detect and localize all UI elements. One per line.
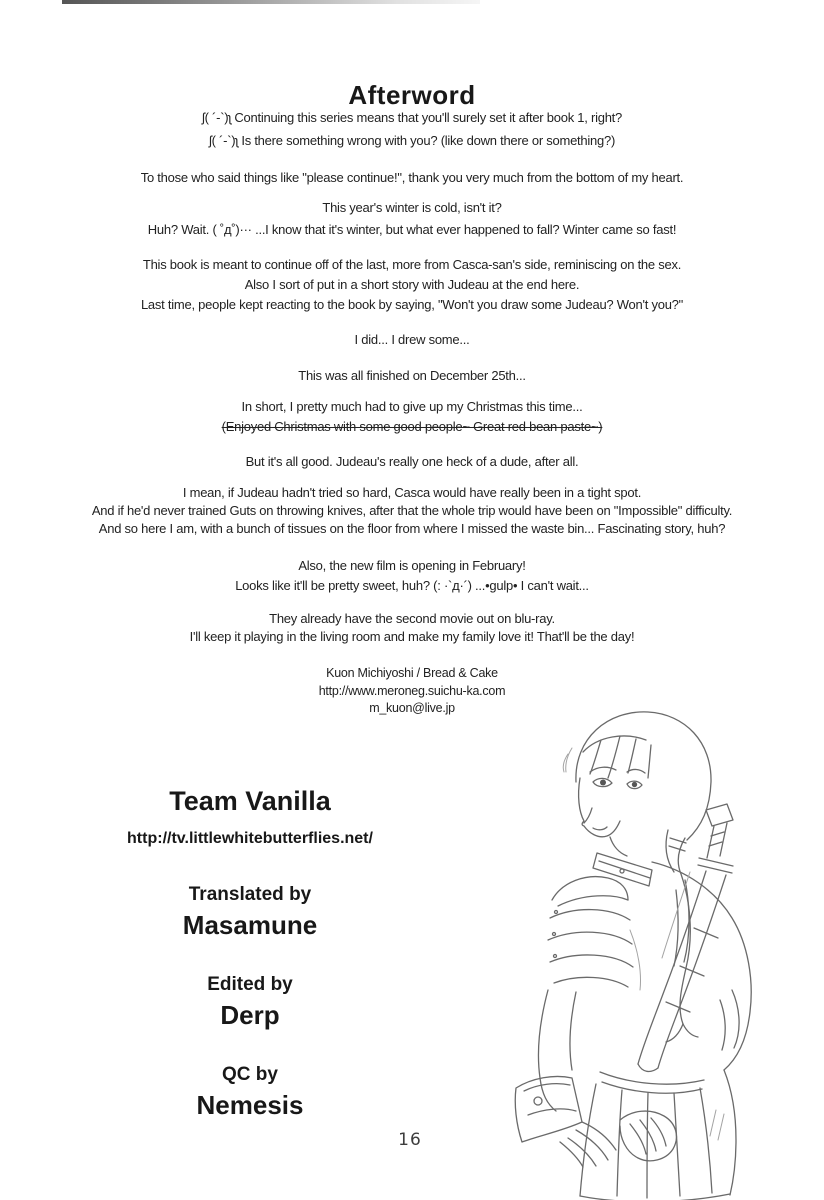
- qc-name: Nemesis: [196, 1090, 304, 1120]
- afterword-line: But it's all good. Judeau's really one heck of a dude, after all.: [245, 454, 579, 469]
- afterword-paragraph: [0, 397, 824, 437]
- team-name: Team Vanilla: [169, 786, 331, 816]
- afterword-line: Also I sort of put in a short story with Judeau at the end here.: [244, 277, 580, 292]
- sketch-sword: [638, 804, 733, 1071]
- afterword-line: In short, I pretty much had to give up my Christmas this time...: [241, 399, 583, 414]
- afterword-line: This was all finished on December 25th...: [298, 368, 526, 383]
- author-website: http://www.meroneg.suichu-ka.com: [318, 683, 506, 698]
- afterword-paragraph: [0, 452, 824, 471]
- afterword-line: Looks like it'll be pretty sweet, huh? (: ·`д·´) ...•gulp• I can't wait...: [235, 578, 589, 593]
- role-label-translated-by: Translated by: [188, 884, 312, 905]
- afterword-line: This year's winter is cold, isn't it?: [322, 200, 502, 215]
- afterword-paragraph: [0, 197, 824, 241]
- afterword-line: ʃ( ´-`)ʅ Is there something wrong with you? (like down there or something?): [208, 133, 616, 148]
- translator-name: Masamune: [182, 910, 318, 940]
- author-email: m_kuon@live.jp: [369, 701, 455, 715]
- afterword-paragraph: [0, 610, 824, 646]
- afterword-line: I mean, if Judeau hadn't tried so hard, Casca would have really been in a tight spot.: [182, 485, 642, 500]
- role-label-edited-by: Edited by: [207, 974, 293, 995]
- editor-name: Derp: [220, 1000, 280, 1030]
- sketch-head: [576, 712, 711, 840]
- afterword-line: I did... I drew some...: [354, 332, 470, 347]
- afterword-paragraph: [0, 106, 824, 152]
- afterword-line: Huh? Wait. ( ˚д˚)··· ...I know that it's winter, but what ever happened to fall? Winter came so fast!: [147, 222, 677, 237]
- afterword-line: They already have the second movie out on blu-ray.: [269, 611, 555, 626]
- sketch-ponytail: [666, 830, 698, 1042]
- page-title: Afterword: [348, 80, 476, 110]
- afterword-paragraph: [0, 484, 824, 538]
- sketch-neck-collar: [593, 837, 652, 886]
- afterword-line: This book is meant to continue off of the last, more from Casca-san's side, reminiscing on the sex.: [142, 257, 682, 272]
- afterword-paragraph: [0, 255, 824, 315]
- afterword-line: And so here I am, with a bunch of tissues on the floor from where I missed the waste bin... Fascinating story, huh?: [98, 521, 726, 536]
- afterword-line: Last time, people kept reacting to the book by saying, "Won't you draw some Judeau? Won't you?": [140, 297, 684, 312]
- team-url: http://tv.littlewhitebutterflies.net/: [127, 830, 373, 847]
- afterword-line: ʃ( ´-`)ʅ Continuing this series means that you'll surely set it after book 1, right?: [201, 110, 623, 125]
- sketch-gauntlet-hands: [515, 1076, 676, 1167]
- afterword-line: And if he'd never trained Guts on throwing knives, after that the whole trip would have been on "Impossible" difficulty.: [91, 503, 733, 518]
- role-label-qc-by: QC by: [222, 1064, 278, 1085]
- afterword-paragraph: [0, 168, 824, 187]
- afterword-line: To those who said things like "please continue!", thank you very much from the bottom of my heart.: [140, 170, 684, 185]
- afterword-line-struck: (Enjoyed Christmas with some good people~ Great red bean paste~): [221, 419, 603, 434]
- scan-artifact: [62, 0, 480, 4]
- sketch-skirt: [580, 1072, 730, 1200]
- afterword-line: I'll keep it playing in the living room and make my family love it! That'll be the day!: [189, 629, 635, 644]
- author-name: Kuon Michiyoshi / Bread & Cake: [326, 666, 498, 680]
- afterword-line: Also, the new film is opening in February!: [298, 558, 526, 573]
- afterword-paragraph: [0, 366, 824, 385]
- afterword-paragraph: [0, 330, 824, 349]
- character-sketch-illustration: [480, 690, 824, 1200]
- page-number: 16: [398, 1130, 422, 1150]
- sketch-torso: [652, 862, 751, 1195]
- sketch-pauldron-arm: [538, 877, 633, 1111]
- afterword-paragraph: [0, 556, 824, 596]
